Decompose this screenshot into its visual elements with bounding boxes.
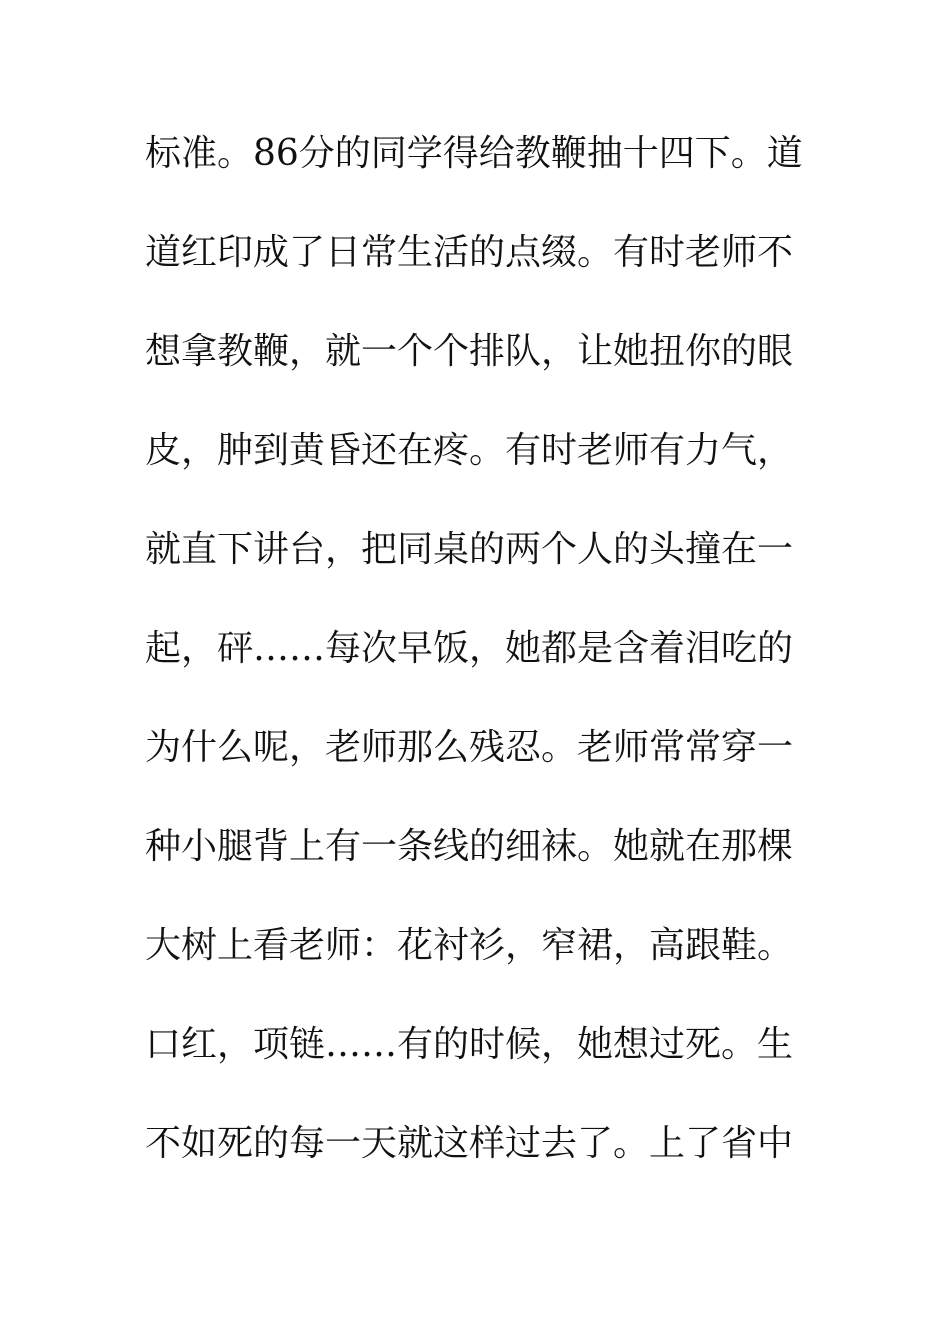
- text-line-11: 不如死的每一天就这样过去了。上了省中: [145, 1123, 794, 1164]
- text-line-7: 为什么呢，老师那么残忍。老师常常穿一: [145, 727, 794, 768]
- text-line-3: 想拿教鞭，就一个个排队，让她扭你的眼: [145, 331, 794, 372]
- text-line-2: 道红印成了日常生活的点缀。有时老师不: [145, 232, 794, 273]
- text-line-4: 皮，肿到黄昏还在疼。有时老师有力气，: [145, 430, 794, 471]
- text-line-8: 种小腿背上有一条线的细袜。她就在那棵: [145, 826, 794, 867]
- text-line-1: 标准。86分的同学得给教鞭抽十四下。道: [145, 133, 803, 174]
- body-text: [145, 126, 825, 1215]
- text-line-5: 就直下讲台，把同桌的两个人的头撞在一: [145, 529, 794, 570]
- text-line-6: 起，砰……每次早饭，她都是含着泪吃的: [145, 628, 794, 669]
- text-line-10: 口红，项链……有的时候，她想过死。生: [145, 1024, 794, 1065]
- text-line-9: 大树上看老师：花衬衫，窄裙，高跟鞋。: [145, 925, 794, 966]
